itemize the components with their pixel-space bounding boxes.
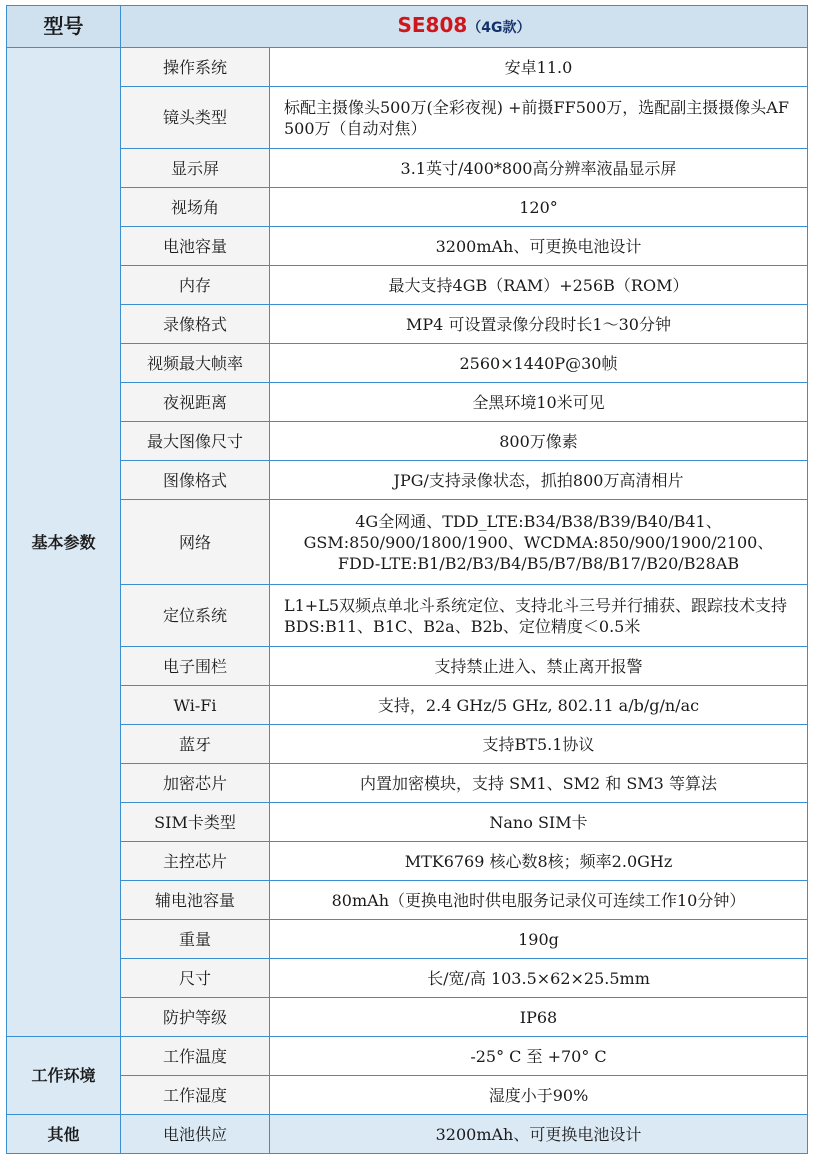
row-label: 尺寸 — [121, 959, 270, 998]
row-value: 120° — [270, 188, 808, 227]
group-other: 其他 — [7, 1115, 121, 1154]
row-value: 安卓11.0 — [270, 48, 808, 87]
table-row — [7, 998, 808, 1037]
row-label: 视频最大帧率 — [121, 344, 270, 383]
row-label: 最大图像尺寸 — [121, 422, 270, 461]
row-value: JPG/支持录像状态，抓拍800万高清相片 — [270, 461, 808, 500]
row-value: L1+L5双频点单北斗系统定位、支持北斗三号并行捕获、跟踪技术支持 BDS:B11、B1C、B2a、B2b、定位精度＜0.5米 — [270, 585, 808, 647]
table-row — [7, 500, 808, 585]
row-label: 加密芯片 — [121, 764, 270, 803]
row-value: 3200mAh、可更换电池设计 — [270, 227, 808, 266]
table-row — [7, 764, 808, 803]
row-label: 视场角 — [121, 188, 270, 227]
table-row — [7, 188, 808, 227]
group-work-environment: 工作环境 — [7, 1037, 121, 1115]
row-value: MP4 可设置录像分段时长1～30分钟 — [270, 305, 808, 344]
row-label: 操作系统 — [121, 48, 270, 87]
table-row — [7, 803, 808, 842]
row-value: 80mAh（更换电池时供电服务记录仪可连续工作10分钟） — [270, 881, 808, 920]
model-name: SE808 — [397, 12, 468, 37]
table-row — [7, 344, 808, 383]
group-basic-params: 基本参数 — [7, 48, 121, 1037]
row-value: -25° C 至 +70° C — [270, 1037, 808, 1076]
row-value: 190g — [270, 920, 808, 959]
row-label: 内存 — [121, 266, 270, 305]
row-value: 3.1英寸/400*800高分辨率液晶显示屏 — [270, 149, 808, 188]
table-row — [7, 1076, 808, 1115]
row-label: 电池容量 — [121, 227, 270, 266]
row-label: 重量 — [121, 920, 270, 959]
row-value: 长/宽/高 103.5×62×25.5mm — [270, 959, 808, 998]
table-row — [7, 842, 808, 881]
row-value: 内置加密模块，支持 SM1、SM2 和 SM3 等算法 — [270, 764, 808, 803]
row-label: 工作湿度 — [121, 1076, 270, 1115]
row-label: 防护等级 — [121, 998, 270, 1037]
table-row — [7, 383, 808, 422]
table-row — [7, 227, 808, 266]
row-label: 电子围栏 — [121, 647, 270, 686]
table-row — [7, 305, 808, 344]
table-row — [7, 1115, 808, 1154]
row-label: 定位系统 — [121, 585, 270, 647]
row-label: 蓝牙 — [121, 725, 270, 764]
row-value: Nano SIM卡 — [270, 803, 808, 842]
spec-table — [6, 5, 808, 1154]
row-value-network — [270, 500, 808, 585]
row-value: 2560×1440P@30帧 — [270, 344, 808, 383]
model-variant: （4G款） — [467, 19, 531, 36]
row-label: SIM卡类型 — [121, 803, 270, 842]
table-row — [7, 959, 808, 998]
table-row — [7, 725, 808, 764]
network-line: FDD-LTE:B1/B2/B3/B4/B5/B7/B8/B17/B20/B28AB — [337, 553, 740, 573]
table-row — [7, 87, 808, 149]
table-row — [7, 686, 808, 725]
row-label: 网络 — [121, 500, 270, 585]
row-value: 支持BT5.1协议 — [270, 725, 808, 764]
row-value: 3200mAh、可更换电池设计 — [270, 1115, 808, 1154]
table-row — [7, 1037, 808, 1076]
row-label: 辅电池容量 — [121, 881, 270, 920]
table-row — [7, 585, 808, 647]
row-label: 主控芯片 — [121, 842, 270, 881]
network-line: GSM:850/900/1800/1900、WCDMA:850/900/1900/2100、 — [303, 532, 774, 552]
table-row — [7, 149, 808, 188]
row-label: 显示屏 — [121, 149, 270, 188]
row-value: MTK6769 核心数8核；频率2.0GHz — [270, 842, 808, 881]
model-header-label: 型号 — [7, 6, 121, 48]
row-label: 图像格式 — [121, 461, 270, 500]
row-value: 支持，2.4 GHz/5 GHz, 802.11 a/b/g/n/ac — [270, 686, 808, 725]
table-row — [7, 48, 808, 87]
row-label: 工作温度 — [121, 1037, 270, 1076]
header-row — [7, 6, 808, 48]
row-value: 800万像素 — [270, 422, 808, 461]
row-value: 支持禁止进入、禁止离开报警 — [270, 647, 808, 686]
table-row — [7, 920, 808, 959]
table-row — [7, 461, 808, 500]
row-label: 镜头类型 — [121, 87, 270, 149]
row-value: 湿度小于90% — [270, 1076, 808, 1115]
model-value-cell — [121, 6, 808, 48]
table-row — [7, 266, 808, 305]
row-value: 最大支持4GB（RAM）+256B（ROM） — [270, 266, 808, 305]
row-value: IP68 — [270, 998, 808, 1037]
row-label: 电池供应 — [121, 1115, 270, 1154]
row-value: 标配主摄像头500万(全彩夜视) +前摄FF500万，选配副主摄摄像头AF500万（自动对焦） — [270, 87, 808, 149]
network-line: 4G全网通、TDD_LTE:B34/B38/B39/B40/B41、 — [355, 511, 722, 531]
table-row — [7, 422, 808, 461]
table-row — [7, 647, 808, 686]
table-row — [7, 881, 808, 920]
row-label: 夜视距离 — [121, 383, 270, 422]
row-label: Wi-Fi — [121, 686, 270, 725]
row-label: 录像格式 — [121, 305, 270, 344]
row-value: 全黑环境10米可见 — [270, 383, 808, 422]
